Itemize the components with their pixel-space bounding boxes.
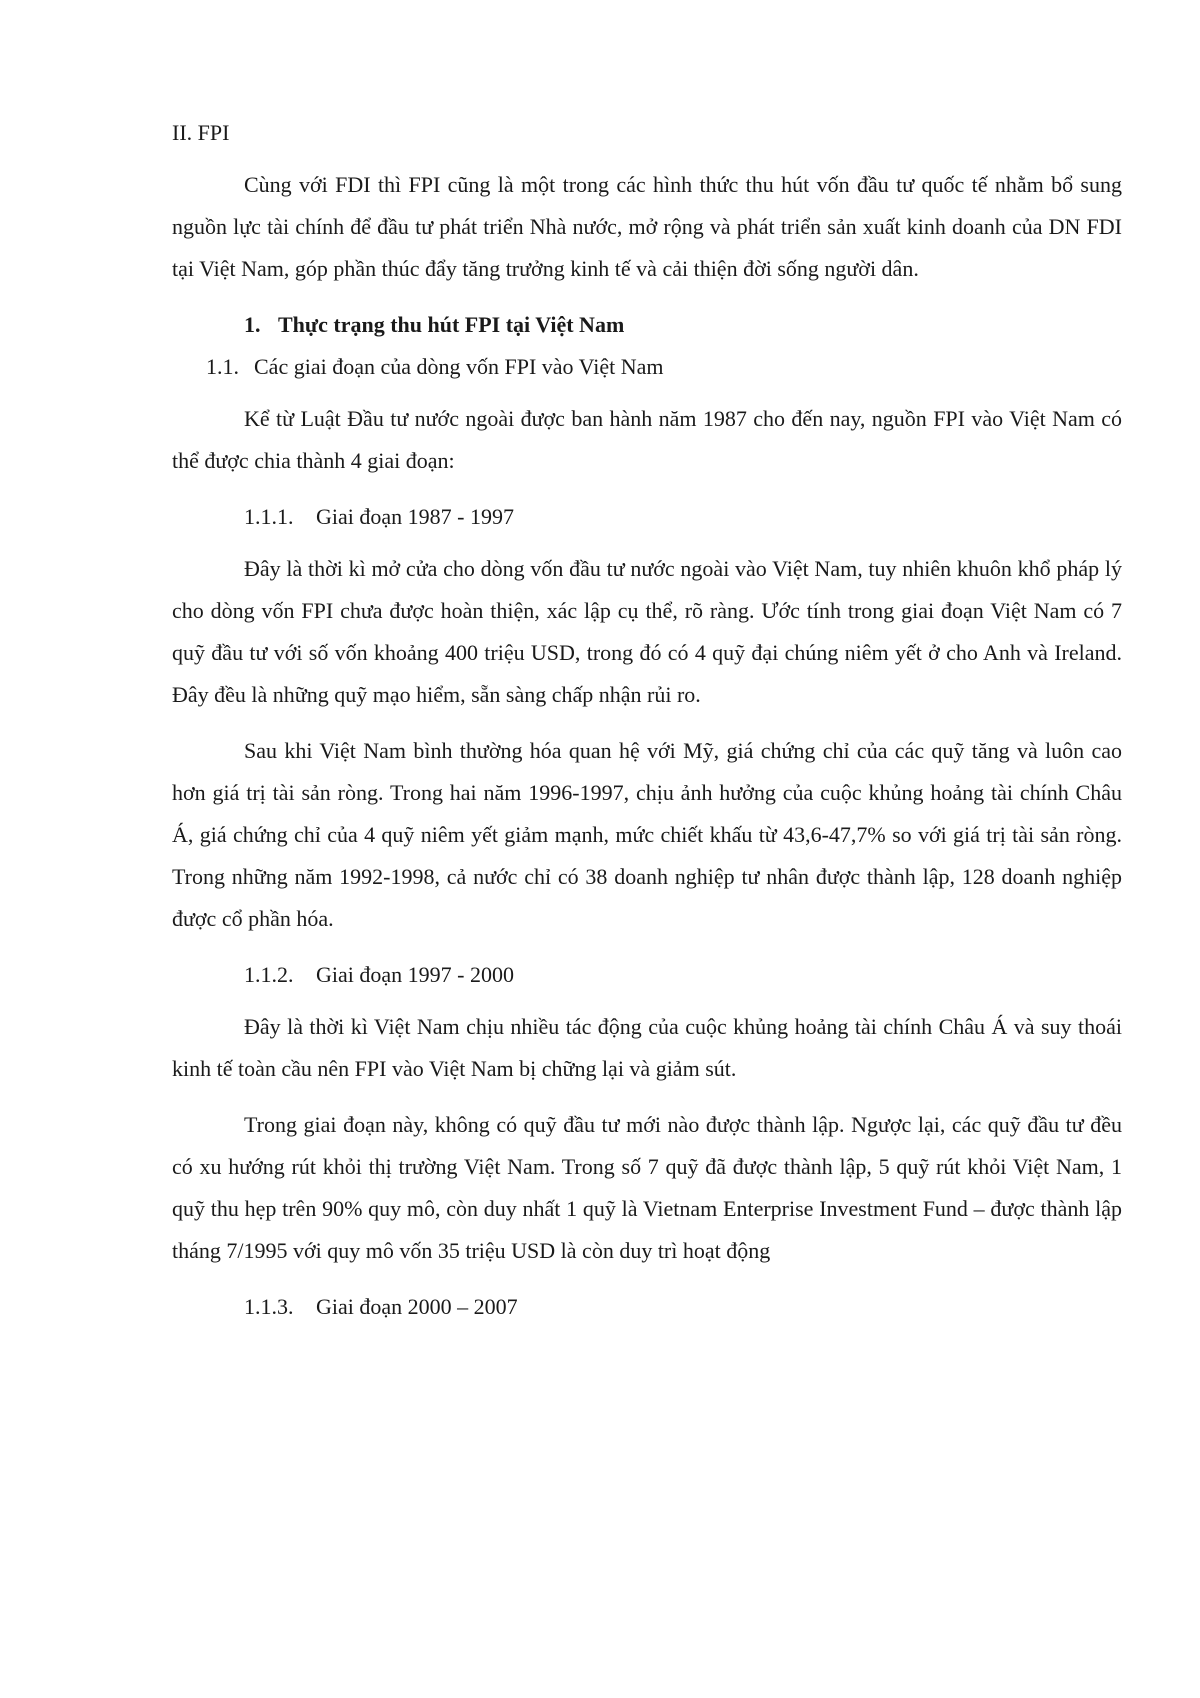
heading-text: Giai đoạn 2000 – 2007 [316,1294,518,1319]
heading-number: 1.1.3. [244,1294,294,1319]
document-body [172,112,1122,1338]
heading-number: 1. [244,312,261,337]
heading-text: Thực trạng thu hút FPI tại Việt Nam [278,312,625,337]
heading-text: Giai đoạn 1997 - 2000 [316,962,514,987]
heading-stage-2 [172,954,1122,996]
paragraph-stage1-b: Sau khi Việt Nam bình thường hóa quan hệ với Mỹ, giá chứng chỉ của các quỹ tăng và luôn cao hơn giá trị tài sản ròng. Trong hai năm 1996-1997, chịu ảnh hưởng của cuộc khủng hoảng tài chính Châu Á, giá chứng chỉ của 4 quỹ niêm yết giảm mạnh, mức chiết khấu từ 43,6-47,7% so với giá trị tài sản ròng. Trong những năm 1992-1998, cả nước chỉ có 38 doanh nghiệp tư nhân được thành lập, 128 doanh nghiệp được cổ phần hóa. [172,738,1122,931]
heading-text: Các giai đoạn của dòng vốn FPI vào Việt Nam [254,354,664,379]
heading-number: 1.1.1. [244,504,294,529]
heading-number: 1.1. [206,354,239,379]
section-title: II. FPI [172,120,230,145]
heading-text: Giai đoạn 1987 - 1997 [316,504,514,529]
paragraph-stage1-a: Đây là thời kì mở cửa cho dòng vốn đầu tư nước ngoài vào Việt Nam, tuy nhiên khuôn khổ pháp lý cho dòng vốn FPI chưa được hoàn thiện, xác lập cụ thể, rõ ràng. Ước tính trong giai đoạn Việt Nam có 7 quỹ đầu tư với số vốn khoảng 400 triệu USD, trong đó có 4 quỹ đại chúng niêm yết ở cho Anh và Ireland. Đây đều là những quỹ mạo hiểm, sẵn sàng chấp nhận rủi ro. [172,556,1122,707]
paragraph-stage2-a: Đây là thời kì Việt Nam chịu nhiều tác động của cuộc khủng hoảng tài chính Châu Á và suy thoái kinh tế toàn cầu nên FPI vào Việt Nam bị chững lại và giảm sút. [172,1014,1122,1081]
heading-level-2 [172,346,1122,388]
paragraph-stages-intro: Kể từ Luật Đầu tư nước ngoài được ban hành năm 1987 cho đến nay, nguồn FPI vào Việt Nam có thể được chia thành 4 giai đoạn: [172,406,1122,473]
heading-number: 1.1.2. [244,962,294,987]
heading-stage-1 [172,496,1122,538]
heading-stage-3 [172,1286,1122,1328]
paragraph-intro: Cùng với FDI thì FPI cũng là một trong các hình thức thu hút vốn đầu tư quốc tế nhằm bổ sung nguồn lực tài chính để đầu tư phát triển Nhà nước, mở rộng và phát triển sản xuất kinh doanh của DN FDI tại Việt Nam, góp phần thúc đẩy tăng trưởng kinh tế và cải thiện đời sống người dân. [172,172,1122,281]
heading-level-1 [172,304,1122,346]
paragraph-stage2-b: Trong giai đoạn này, không có quỹ đầu tư mới nào được thành lập. Ngược lại, các quỹ đầu tư đều có xu hướng rút khỏi thị trường Việt Nam. Trong số 7 quỹ đã được thành lập, 5 quỹ rút khỏi Việt Nam, 1 quỹ thu hẹp trên 90% quy mô, còn duy nhất 1 quỹ là Vietnam Enterprise Investment Fund – được thành lập tháng 7/1995 với quy mô vốn 35 triệu USD là còn duy trì hoạt động [172,1112,1122,1263]
